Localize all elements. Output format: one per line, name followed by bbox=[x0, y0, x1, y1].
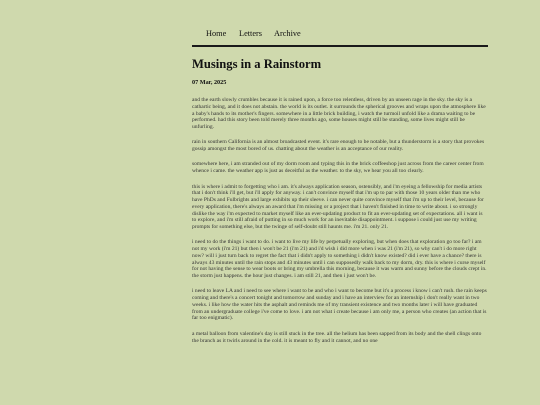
nav-link-archive[interactable]: Archive bbox=[274, 29, 301, 38]
post-paragraph: rain in southern California is an almost broadcasted event. it's rare enough to be notable, but a thunderstorm is a story that provokes gossip amongst the most bored of us. chatting about the weather is an acceptance of our reality. bbox=[192, 139, 485, 153]
post-date: 07 Mar, 2025 bbox=[192, 79, 227, 86]
post-title: Musings in a Rainstorm bbox=[192, 57, 322, 71]
post-paragraph: this is where i admit to forgetting who i am. it's always application season, ostensibly, and i'm eyeing a fellowship for media artists that i don't think i'll get, but i'll apply for anyway. i can't convince myself that i'm up to par with those 10 years older than me who have PhDs and Fulbrights and large exhibits up their sleeve. i can never quite convince myself that i'm up to their level, because for every application, there's always an award that i'm missing or a project that i haven't finished in time to write about. i so strongly dislike the way i'm expected to market myself like an ever-updating product to fit an ever-updating set of expectations. all i want is to explore, and i'm still afraid of putting in so much work for an inevitable disappointment. i suppose i could just use my writing prompts for something else, but the twinge of self-doubt still haunts me. i'm 21. only 21. bbox=[192, 183, 484, 231]
post-paragraph: i need to leave LA and i need to see where i want to be and who i want to become but it's a process i know i can't rush. the rain keeps coming and there's a concert tonight and tomorrow and sunday and i have an interview for an internship i don't really want in two weeks. i like how the water hits the asphalt and reminds me of my transient existence and two months later i will have graduated from an undergraduate college i've come to love. i am not what i create because i am only me, a person who creates (an action that is far too enigmatic). bbox=[192, 288, 487, 322]
nav-link-home[interactable]: Home bbox=[206, 29, 227, 38]
top-nav bbox=[192, 0, 488, 47]
post-paragraph: i need to do the things i want to do. i want to live my life by perpetually exploring, but when does that exploration go too far? i am not my work (i'm 21) but then i won't be 21 (i'm 21) and i'd wish i did more when i was 21 (i'm 21), so why can't i do more right now? will i just turn back to regret the fact that i didn't apply to something i didn't know existed? did i ever have a chance? there is always 43 minutes until the rain stops and 43 minutes until i can supposedly walk back to my dorm, dry. this is where i curse myself for not having the sense to wear boots or bring my umbrella this morning, because it was warm and sunny before the clouds crept in. the storm just happens. the hour just changes. i am still 21, and then i just won't be. bbox=[192, 239, 487, 280]
nav-link-letters[interactable]: Letters bbox=[239, 29, 263, 38]
post-paragraph: somewhere here, i am stranded out of my dorm room and typing this in the brick coffeeshop just across from the career center from whence i came. the weather app is just as deceitful as the weather. to the sky, we hear you all too clearly. bbox=[192, 161, 484, 175]
post-paragraph: a metal balloon from valentine's day is still stuck in the tree. all the helium has been sapped from its body and the shell clings onto the branch as it twirls around in the cold. it is meant to fly and it cannot, and no one bbox=[192, 330, 482, 344]
content-column bbox=[192, 0, 488, 344]
post-paragraph: and the earth slowly crumbles because it is rained upon, a force too relentless, driven by an unseen rage in the sky. the sky is a cathartic being, and it does not abstain. the world is its outlet. it surrounds the spherical grooves and wraps upon the atmosphere like a baby's hands to its mother's fingers. somewhere in a little brick building, i watch the turmoil unfold like a drama waiting to be performed. had this story been told merely three months ago, some houses might still be standing, some lives might still be unfurling. bbox=[192, 97, 486, 130]
post-body bbox=[192, 97, 488, 353]
